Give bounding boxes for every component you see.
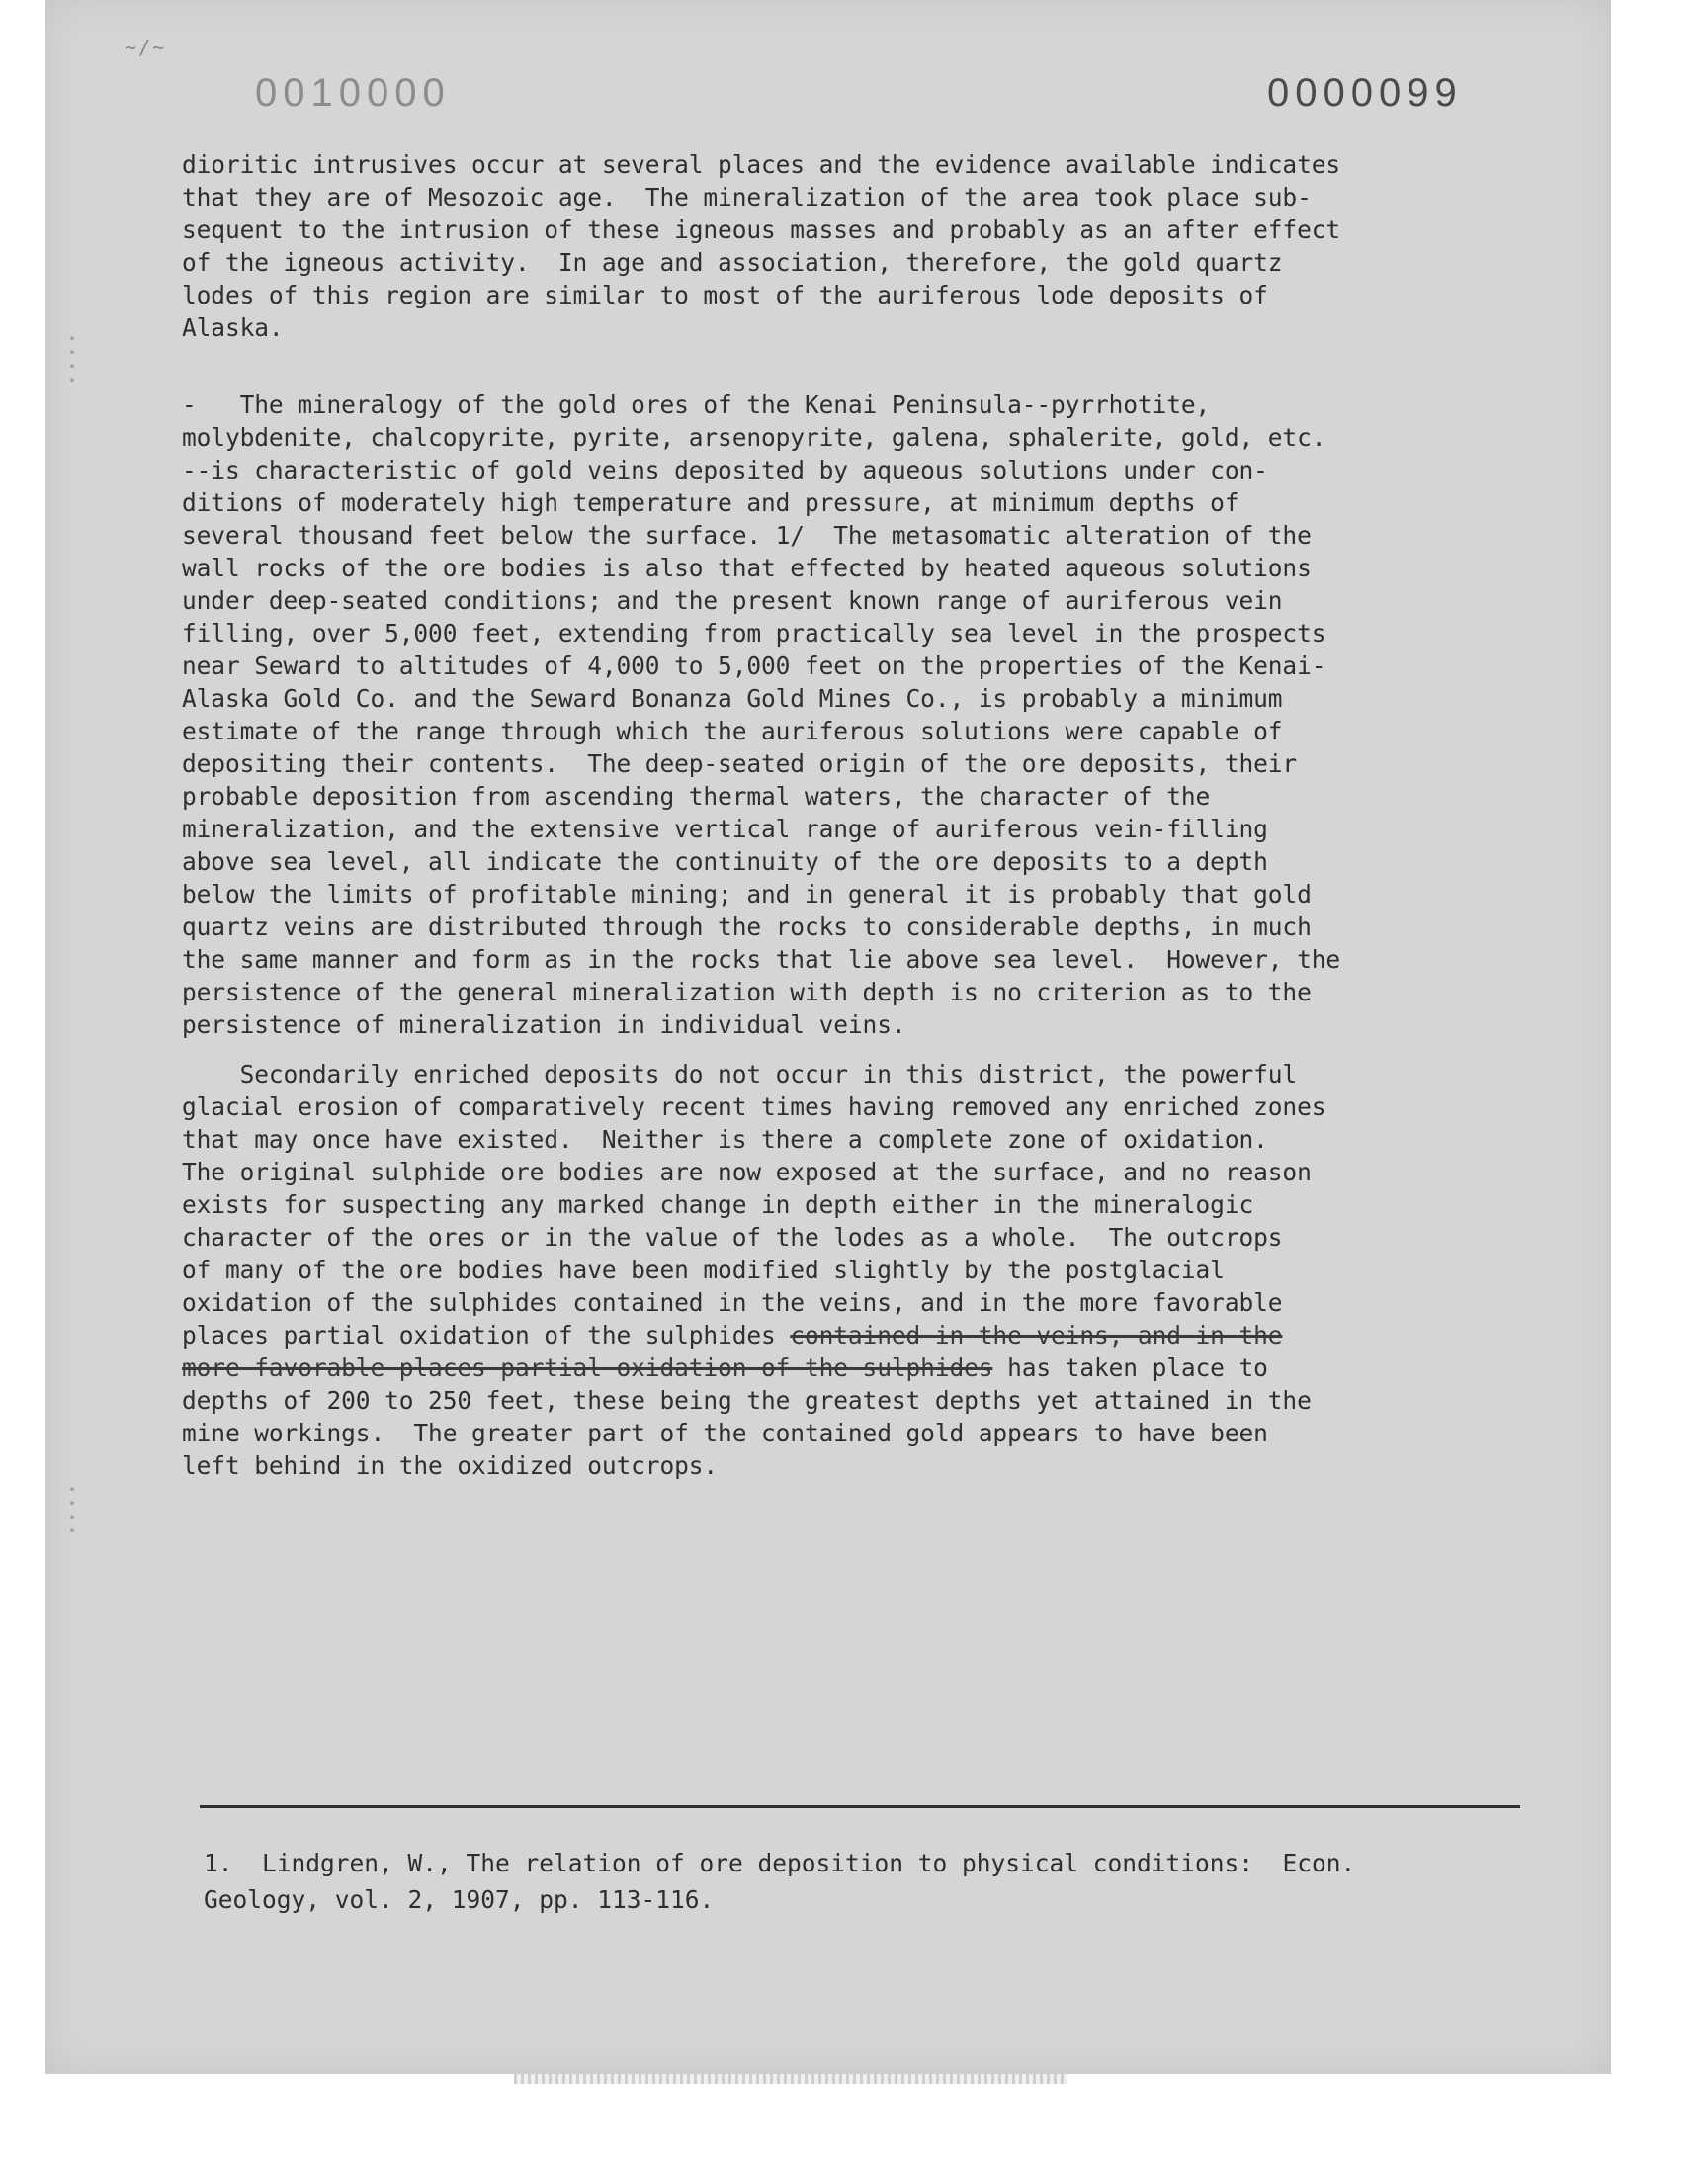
text-line: depositing their contents. The deep-seated origin of the ore deposits, their (182, 749, 1298, 778)
text-line: character of the ores or in the value of the lodes as a whole. The outcrops (182, 1223, 1283, 1252)
text-line: sequent to the intrusion of these igneous masses and probably as an after effect (182, 216, 1341, 244)
footnote-divider (200, 1805, 1520, 1808)
text-line: of many of the ore bodies have been modified slightly by the postglacial (182, 1256, 1225, 1284)
struck-text-line (182, 1351, 1506, 1384)
text-line: estimate of the range through which the auriferous solutions were capable of (182, 717, 1283, 745)
scan-mark: ~/~ (125, 36, 167, 59)
struck-through-text: contained-in-the-veins,-and-in-the (790, 1321, 1283, 1349)
text-line: ditions of moderately high temperature and pressure, at minimum depths of (182, 488, 1239, 517)
footnote (204, 1845, 1518, 1918)
text-line: left behind in the oxidized outcrops. (182, 1451, 719, 1480)
text-line: near Seward to altitudes of 4,000 to 5,000 feet on the properties of the Kenai- (182, 652, 1326, 680)
text-line: mineralization, and the extensive vertical range of auriferous vein-filling (182, 815, 1268, 843)
text-line: glacial erosion of comparatively recent times having removed any enriched zones (182, 1092, 1326, 1121)
text-line: The original sulphide ore bodies are now exposed at the surface, and no reason (182, 1158, 1312, 1186)
text-line: the same manner and form as in the rocks that lie above sea level. However, the (182, 945, 1341, 974)
text-line: several thousand feet below the surface. 1/ The metasomatic alteration of the (182, 521, 1312, 550)
text-line: Alaska Gold Co. and the Seward Bonanza Gold Mines Co., is probably a minimum (182, 684, 1283, 713)
text-line: probable deposition from ascending thermal waters, the character of the (182, 782, 1211, 811)
margin-punch-marks-top: • • • • (68, 332, 76, 388)
footnote-line: Geology, vol. 2, 1907, pp. 113-116. (204, 1885, 715, 1914)
text-line: that may once have existed. Neither is there a complete zone of oxidation. (182, 1125, 1268, 1154)
text-line: - The mineralogy of the gold ores of the Kenai Peninsula--pyrrhotite, (182, 391, 1211, 419)
text-line: exists for suspecting any marked change in depth either in the mineralogic (182, 1190, 1254, 1219)
text-fragment: places partial oxidation of the sulphides (182, 1321, 791, 1349)
text-line: Alaska. (182, 313, 284, 342)
margin-punch-marks-bottom: • • • • (68, 1483, 76, 1538)
text-line: of the igneous activity. In age and association, therefore, the gold quartz (182, 248, 1283, 277)
text-line: persistence of mineralization in individual veins. (182, 1010, 906, 1039)
text-line: oxidation of the sulphides contained in the veins, and in the more favorable (182, 1288, 1283, 1317)
paragraph-1 (182, 148, 1506, 344)
footnote-line: 1. Lindgren, W., The relation of ore deposition to physical conditions: Econ. (204, 1849, 1356, 1877)
text-line: mine workings. The greater part of the contained gold appears to have been (182, 1419, 1268, 1447)
scan-edge-artifact (514, 2074, 1068, 2084)
text-line: lodes of this region are similar to most of the auriferous lode deposits of (182, 281, 1268, 309)
struck-text-line (182, 1319, 1506, 1351)
text-line: under deep-seated conditions; and the present known range of auriferous vein (182, 586, 1283, 615)
left-page-stamp: 0010000 (255, 71, 451, 115)
text-fragment: has taken place to (992, 1353, 1268, 1382)
text-line: --is characteristic of gold veins deposited by aqueous solutions under con- (182, 456, 1268, 484)
text-line: molybdenite, chalcopyrite, pyrite, arsenopyrite, galena, sphalerite, gold, etc. (182, 423, 1326, 452)
struck-through-text: more-favorable-places-partial-oxidation-of-the-sulphides (182, 1353, 993, 1382)
text-line: below the limits of profitable mining; and in general it is probably that gold (182, 880, 1312, 909)
text-line: quartz veins are distributed through the rocks to considerable depths, in much (182, 913, 1312, 941)
paragraph-2 (182, 389, 1506, 1041)
text-line: wall rocks of the ore bodies is also that effected by heated aqueous solutions (182, 554, 1312, 582)
text-line: filling, over 5,000 feet, extending from practically sea level in the prospects (182, 619, 1326, 648)
text-line: depths of 200 to 250 feet, these being the greatest depths yet attained in the (182, 1386, 1312, 1415)
text-line: above sea level, all indicate the continuity of the ore deposits to a depth (182, 847, 1268, 876)
text-line: persistence of the general mineralization with depth is no criterion as to the (182, 978, 1312, 1006)
right-page-stamp: 0000099 (1267, 71, 1463, 115)
text-line: dioritic intrusives occur at several places and the evidence available indicates (182, 150, 1341, 179)
text-line: Secondarily enriched deposits do not occur in this district, the powerful (182, 1060, 1298, 1088)
paragraph-3 (182, 1058, 1506, 1482)
text-line: that they are of Mesozoic age. The mineralization of the area took place sub- (182, 183, 1312, 212)
